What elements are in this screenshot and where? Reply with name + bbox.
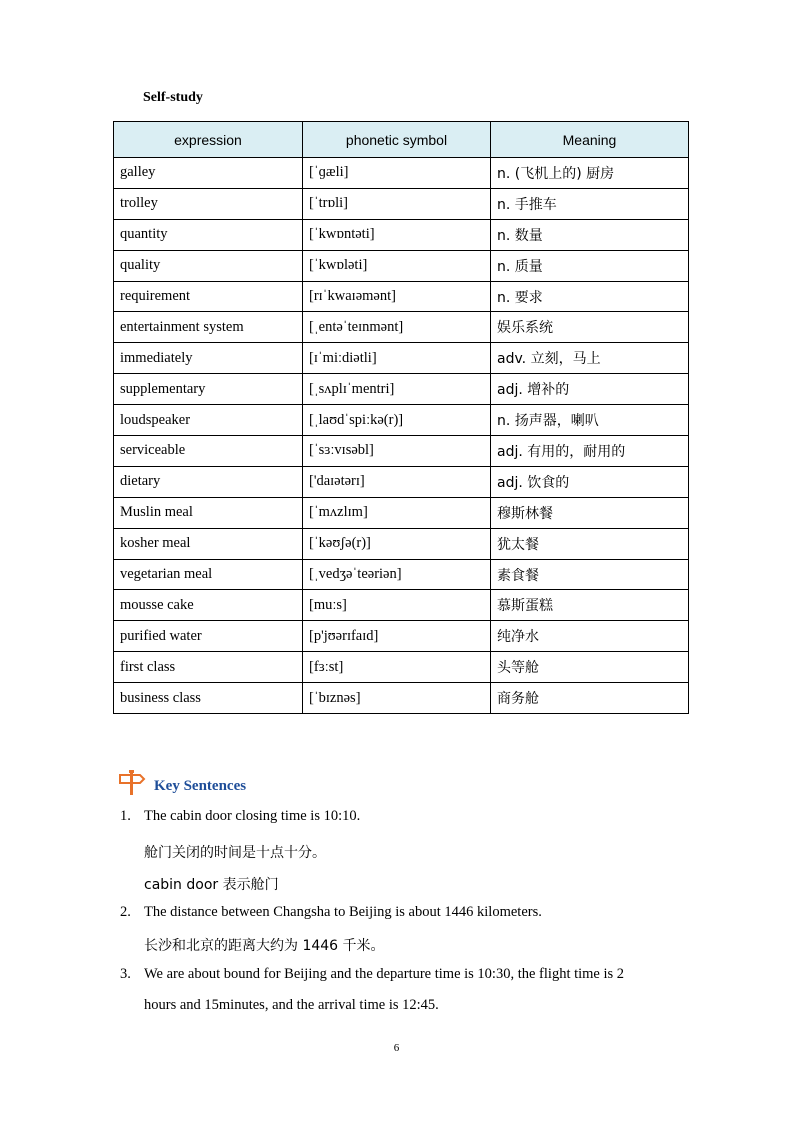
header-meaning: Meaning xyxy=(491,122,689,158)
cell-meaning: adv. 立刻，马上 xyxy=(491,343,689,374)
cell-expression: loudspeaker xyxy=(114,405,303,436)
cell-expression: first class xyxy=(114,652,303,683)
table-row xyxy=(114,466,689,497)
cell-meaning: 素食餐 xyxy=(491,559,689,590)
table-row xyxy=(114,343,689,374)
cell-expression: business class xyxy=(114,683,303,714)
cell-expression: dietary xyxy=(114,466,303,497)
cell-expression: purified water xyxy=(114,621,303,652)
cell-expression: entertainment system xyxy=(114,312,303,343)
table-row xyxy=(114,281,689,312)
table-row xyxy=(114,219,689,250)
cell-expression: serviceable xyxy=(114,436,303,467)
key-sentences-title: Key Sentences xyxy=(154,778,247,794)
sentence-english: The distance between Changsha to Beijing is about 1446 kilometers. xyxy=(144,904,542,920)
signpost-icon xyxy=(118,768,146,796)
cell-phonetic-symbol: [p'jʊərɪfaɪd] xyxy=(303,621,491,652)
header-phonetic-symbol: phonetic symbol xyxy=(303,122,491,158)
page-number: 6 xyxy=(393,1042,400,1054)
vocabulary-table xyxy=(113,121,689,714)
sentence-3 xyxy=(120,966,624,983)
table-row xyxy=(114,652,689,683)
key-sentences-header xyxy=(118,768,246,796)
table-row xyxy=(114,683,689,714)
cell-meaning: adj. 有用的，耐用的 xyxy=(491,436,689,467)
cell-expression: Muslin meal xyxy=(114,497,303,528)
table-row xyxy=(114,405,689,436)
cell-expression: immediately xyxy=(114,343,303,374)
table-row xyxy=(114,559,689,590)
cell-phonetic-symbol: [ˈɡæli] xyxy=(303,158,491,189)
cell-phonetic-symbol: [ˈkwɒləti] xyxy=(303,250,491,281)
cell-phonetic-symbol: [fɜːst] xyxy=(303,652,491,683)
table-row xyxy=(114,312,689,343)
cell-expression: trolley xyxy=(114,188,303,219)
cell-expression: vegetarian meal xyxy=(114,559,303,590)
cell-meaning: 穆斯林餐 xyxy=(491,497,689,528)
cell-expression: galley xyxy=(114,158,303,189)
table-header-row xyxy=(114,122,689,158)
cell-meaning: adj. 饮食的 xyxy=(491,466,689,497)
sentence-number: 3. xyxy=(120,966,131,982)
cell-phonetic-symbol: [ˌsʌplɪˈmentri] xyxy=(303,374,491,405)
cell-phonetic-symbol: [ˈkwɒntəti] xyxy=(303,219,491,250)
cell-meaning: 娱乐系统 xyxy=(491,312,689,343)
sentence-number: 1. xyxy=(120,808,131,824)
sentence-2 xyxy=(120,904,542,921)
cell-meaning: 商务舱 xyxy=(491,683,689,714)
table-row xyxy=(114,621,689,652)
cell-meaning: 慕斯蛋糕 xyxy=(491,590,689,621)
cell-meaning: 纯净水 xyxy=(491,621,689,652)
cell-phonetic-symbol: [ˌlaʊdˈspiːkə(r)] xyxy=(303,405,491,436)
cell-meaning: n. 手推车 xyxy=(491,188,689,219)
table-row xyxy=(114,590,689,621)
cell-phonetic-symbol: [ˈtrɒli] xyxy=(303,188,491,219)
cell-phonetic-symbol: [ˈbɪznəs] xyxy=(303,683,491,714)
cell-phonetic-symbol: [ˈmʌzlɪm] xyxy=(303,497,491,528)
cell-phonetic-symbol: [ˌvedʒəˈteəriən] xyxy=(303,559,491,590)
cell-phonetic-symbol: [ˌentəˈteɪnmənt] xyxy=(303,312,491,343)
table-row xyxy=(114,250,689,281)
header-expression: expression xyxy=(114,122,303,158)
cell-meaning: n. 要求 xyxy=(491,281,689,312)
table-row xyxy=(114,497,689,528)
cell-phonetic-symbol: [rɪˈkwaɪəmənt] xyxy=(303,281,491,312)
section-title: Self-study xyxy=(143,90,203,105)
table-row xyxy=(114,188,689,219)
table-row xyxy=(114,158,689,189)
cell-expression: quality xyxy=(114,250,303,281)
table-row xyxy=(114,436,689,467)
cell-phonetic-symbol: [muːs] xyxy=(303,590,491,621)
cell-phonetic-symbol: [ɪˈmiːdiətli] xyxy=(303,343,491,374)
cell-phonetic-symbol: [ˈsɜːvɪsəbl] xyxy=(303,436,491,467)
sentence-english: The cabin door closing time is 10:10. xyxy=(144,808,361,824)
sentence-number: 2. xyxy=(120,904,131,920)
table-row xyxy=(114,374,689,405)
cell-meaning: n. (飞机上的) 厨房 xyxy=(491,158,689,189)
cell-expression: supplementary xyxy=(114,374,303,405)
cell-meaning: 头等舱 xyxy=(491,652,689,683)
cell-meaning: n. 质量 xyxy=(491,250,689,281)
cell-meaning: 犹太餐 xyxy=(491,528,689,559)
sentence-2-translation: 长沙和北京的距离大约为 1446 千米。 xyxy=(144,938,385,954)
sentence-3-continuation: hours and 15minutes, and the arrival time is 12:45. xyxy=(144,997,439,1013)
cell-expression: requirement xyxy=(114,281,303,312)
cell-expression: quantity xyxy=(114,219,303,250)
cell-meaning: n. 扬声器，喇叭 xyxy=(491,405,689,436)
cell-expression: kosher meal xyxy=(114,528,303,559)
cell-meaning: n. 数量 xyxy=(491,219,689,250)
table-row xyxy=(114,528,689,559)
cell-phonetic-symbol: [ˈkəʊʃə(r)] xyxy=(303,528,491,559)
sentence-1-note xyxy=(144,874,279,894)
cell-meaning: adj. 增补的 xyxy=(491,374,689,405)
cell-expression: mousse cake xyxy=(114,590,303,621)
note-text: cabin door 表示舱门 xyxy=(144,877,279,893)
sentence-1-translation: 舱门关闭的时间是十点十分。 xyxy=(144,845,326,861)
sentence-1 xyxy=(120,808,360,825)
cell-phonetic-symbol: ['daɪətərɪ] xyxy=(303,466,491,497)
sentence-english: We are about bound for Beijing and the departure time is 10:30, the flight time is 2 xyxy=(144,966,625,982)
